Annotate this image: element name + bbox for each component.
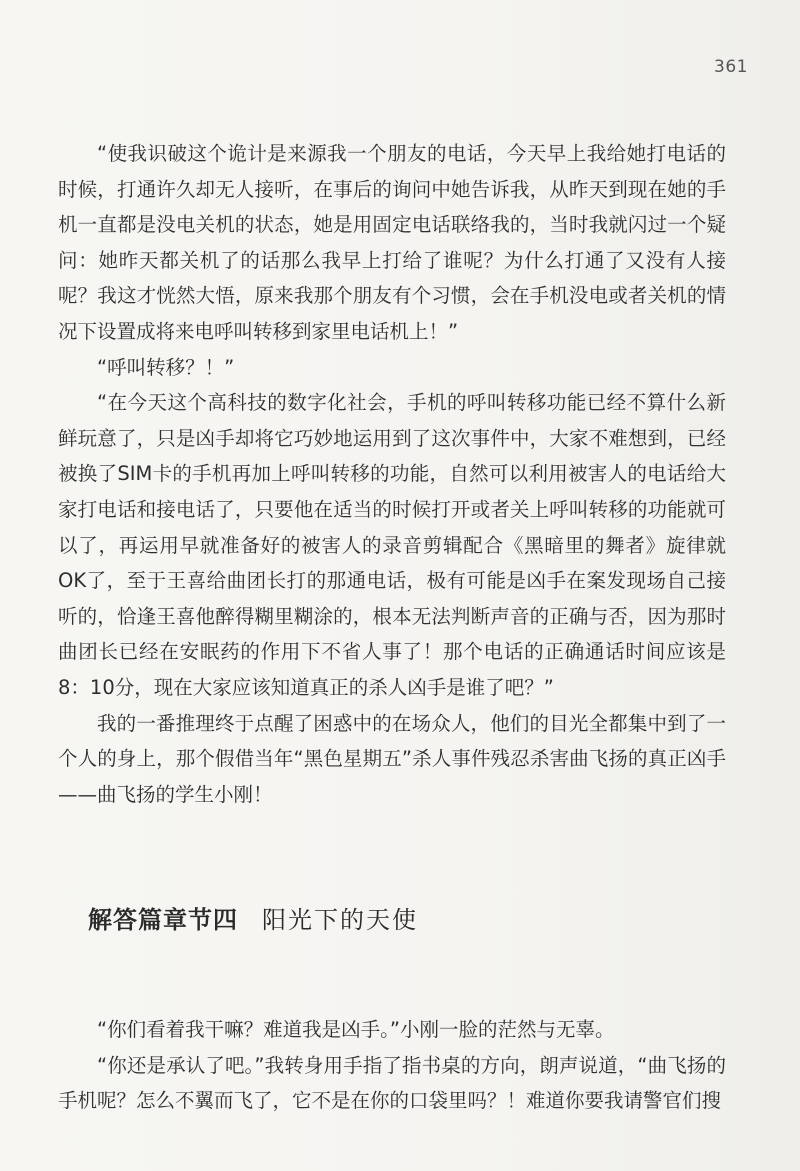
paragraph: “呼叫转移？！” xyxy=(97,355,235,379)
chapter-label: 解答篇章节四 xyxy=(88,906,238,934)
paragraph: “你还是承认了吧。”我转身用手指了指书桌的方向，朗声说道，“曲飞扬的手机呢？怎么不翼而飞了，它不是在你的口袋里吗？！难道你要我请警官们搜 xyxy=(58,1053,726,1113)
chapter-heading xyxy=(88,904,418,936)
paragraph: “你们看着我干嘛？难道我是凶手。”小刚一脸的茫然与无辜。 xyxy=(97,1018,615,1041)
body-text-section-one xyxy=(58,136,726,812)
page-number: 361 xyxy=(714,57,748,77)
paragraph: 我的一番推理终于点醒了困惑中的在场众人，他们的目光全都集中到了一个人的身上，那个假借当年“黑色星期五”杀人事件残忍杀害曲飞扬的真正凶手——曲飞扬的学生小刚！ xyxy=(58,711,726,806)
body-text-section-two xyxy=(58,1012,726,1119)
paragraph: “在今天这个高科技的数字化社会，手机的呼叫转移功能已经不算什么新鲜玩意了，只是凶手却将它巧妙地运用到了这次事件中，大家不难想到，已经被换了SIM卡的手机再加上呼叫转移的功能，自然可以利用被害人的电话给大家打电话和接电话了，只要他在适当的时候打开或者关上呼叫转移的功能就可以了，再运用早就准备好的被害人的录音剪辑配合《黑暗里的舞者》旋律就OK了，至于王喜给曲团长打的那通电话，极有可能是凶手在案发现场自己接听的，恰逢王喜他醉得糊里糊涂的，根本无法判断声音的正确与否，因为那时曲团长已经在安眠药的作用下不省人事了！那个电话的正确通话时间应该是8：10分，现在大家应该知道真正的杀人凶手是谁了吧？” xyxy=(58,391,726,699)
paragraph: “使我识破这个诡计是来源我一个朋友的电话，今天早上我给她打电话的时候，打通许久却无人接听，在事后的询问中她告诉我，从昨天到现在她的手机一直都是没电关机的状态，她是用固定电话联络我的，当时我就闪过一个疑问：她昨天都关机了的话那么我早上打给了谁呢？为什么打通了又没有人接呢？我这才恍然大悟，原来我那个朋友有个习惯，会在手机没电或者关机的情况下设置成将来电呼叫转移到家里电话机上！” xyxy=(58,142,726,343)
chapter-title: 阳光下的天使 xyxy=(262,906,418,934)
